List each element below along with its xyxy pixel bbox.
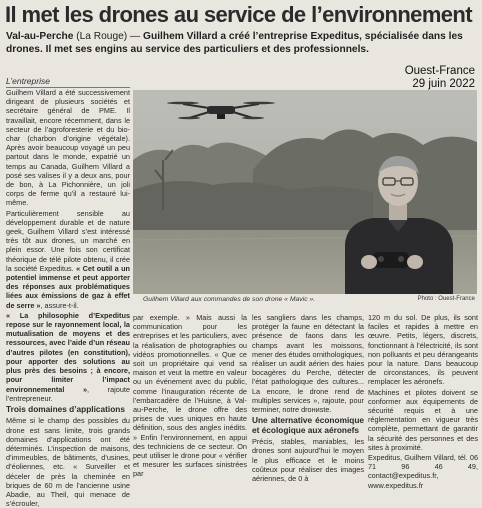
lead-text: Guilhem Villard a créé l’entreprise Expeditus, spécialisée dans les drones. Il met ses engins au service des particuliers et des professionnels. <box>6 31 463 55</box>
column-3 <box>252 313 364 484</box>
photo-caption <box>133 295 477 305</box>
lead-place: Val-au-Perche <box>6 31 74 42</box>
source-name: Ouest-France <box>404 65 475 77</box>
paragraph-text: , assure-t-il. <box>40 300 79 310</box>
source-date: 29 juin 2022 <box>412 78 475 90</box>
subtitle: Trois domaines d’applications <box>6 403 125 414</box>
article-photo <box>133 90 477 294</box>
paragraph: Guilhem Villard a été successivement dirigeant de plusieurs sociétés et secrétaire général de PME. Il travaillait, encore récemment, dans le secteur de l’agroforesterie et du bio-char (charbon d’origine végétale). Après avoir beaucoup voyagé un peu partout dans le monde, expatrié un temps au Canada, Guilhem Villard a posé ses valises il y a deux ans, pour de bon, à La Pichonnière, un joli corps de ferme qu’il a restauré lui-même. <box>6 88 130 208</box>
paragraph: Même si le champ des possibles du drone est sans limite, trois grands domaines d’applications ont été déterminés. L’inspection de maisons, d’immeubles, de bâtiments, d’usines, d’éoliennes, etc. « Surveiller et déceler de près la cheminée en briques de 60 m de l’ancienne usine Abadie, au Theil, qui menace de s’écrouler, <box>6 416 130 508</box>
paragraph-text: Particulièrement sensible au développement durable et de nature geek, Guilhem Villard s’est intéressé très tôt aux drones, un marché en plein essor. Une fois son certificat théorique de télé pilote obtenu, il crée la société Expeditus. <box>6 208 130 273</box>
source-box <box>370 65 475 91</box>
paragraph: 120 m du sol. De plus, ils sont faciles et rapides à mettre en œuvre. Petits, légers, discrets, fonctionnant à l’électricité, ils sont non polluants et peu dérangeants pour la nature. Dans beaucoup de circonstances, ils peuvent remplacer les aéronefs. <box>368 313 478 387</box>
photo-credit: Photo : Ouest-France <box>417 296 475 302</box>
caption-text: Guilhem Villard aux commandes de son drone « Mavic ». <box>143 296 316 303</box>
column-2 <box>133 313 247 479</box>
paragraph-text: , rajoute l’entrepreneur. <box>6 384 130 403</box>
paragraph: Machines et pilotes doivent se conformer aux équipements de sécurité requis et à une réglementation en vigueur très complète, permettant de garantir la sécurité des personnes et des sites à proximité. <box>368 387 478 452</box>
lead-paragraph <box>6 30 476 56</box>
quote: « La philosophie d’Expeditus repose sur le rayonnement local, la mutualisation de moyens et des ressources, avec l’aide d’un réseau d’autres pilotes (en constitution), pour apporter des solutions au plus près des besoins ; à encore, pour limiter l’impact environnemental » <box>6 310 130 394</box>
quote: « Cet outil a un potentiel immense et peut apporter des réponses aux problématiques liées aux émissions de gaz à effet de serre » <box>6 263 130 310</box>
subtitle: Une alternative économique et écologique aux aéronefs <box>252 415 364 435</box>
contact-line: Expeditus, Guilhem Villard, tél. 06 71 96 46 49, contact@expeditus.fr, www.expeditus.fr <box>368 453 478 490</box>
paragraph: Précis, stables, maniables, les drones sont aujourd’hui le moyen le plus efficace et le moins coûteux pour réaliser des images aériennes, de 0 à <box>252 437 364 484</box>
paragraph <box>6 311 130 403</box>
column-4 <box>368 313 478 490</box>
photo-drone-pilot <box>133 90 477 294</box>
column-1 <box>6 88 130 508</box>
paragraph: les sangliers dans les champs, protéger la faune en détectant la présence de faons dans les champs avant les moissons, mener des études ornithologiques, réaliser un audit aérien des haies bocagères du Perche, détecter l’état pathologique des cultures... La encore, le drone rend de multiples services », rajoute, pour terminer, notre drониste. <box>252 313 364 415</box>
paragraph: par exemple. » Mais aussi la communication pour les entreprises et les particuliers, avec la réalisation de photographies ou vidéos promotionnelles. « Que ce soit un propriétaire qui vend sa maison et veut la mettre en valeur ou un événement avec du public, comme l’inauguration récente de l’embarcadère de l’Huisne, à Val-au-Perche, le drone offre des prises de vues uniques en haute définition, sous des angles inédits. » Enfin l’environnement, en appui des techniciens de ce secteur. On peut utiliser le drone pour « vérifier et mesurer les surfaces sinistrées par <box>133 313 247 479</box>
section-label: L’entreprise <box>6 76 130 88</box>
paragraph <box>6 209 130 310</box>
lead-place-note: (La Rouge) — <box>73 31 144 42</box>
headline: Il met les drones au service de l’environnement <box>5 2 472 27</box>
